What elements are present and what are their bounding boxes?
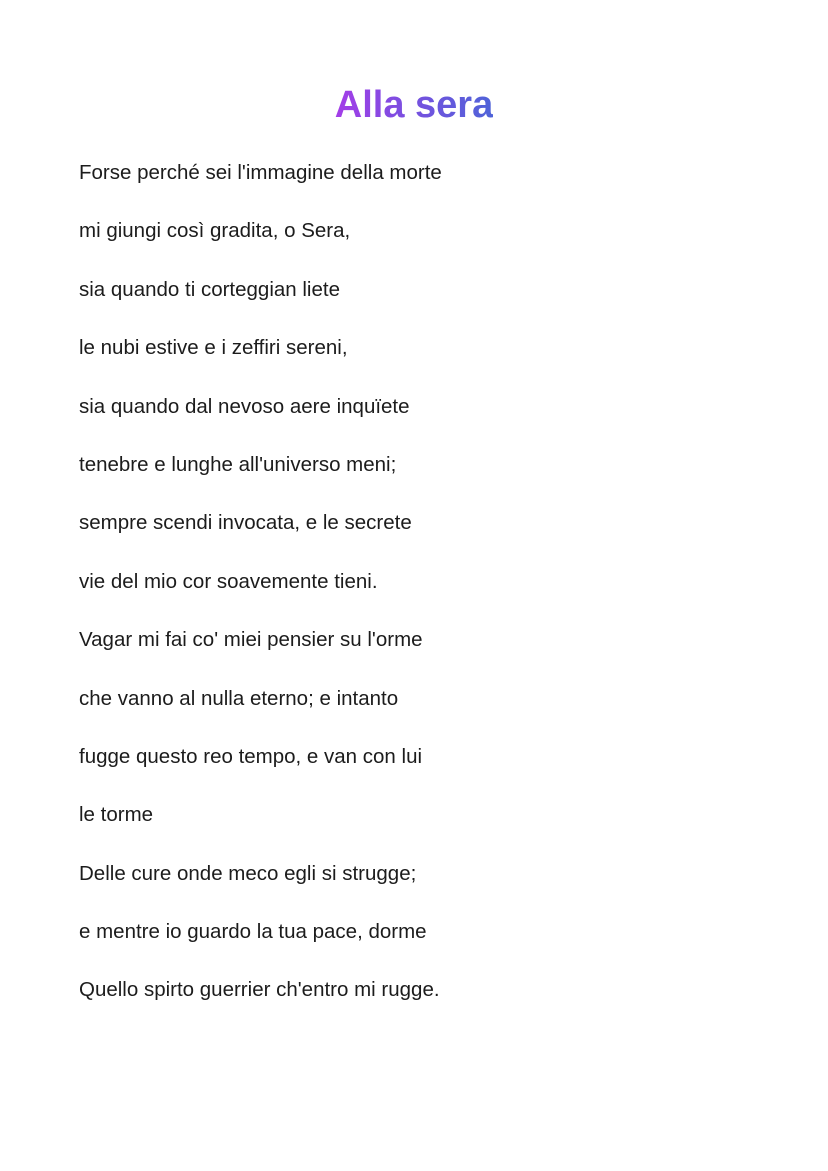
poem-line: che vanno al nulla eterno; e intanto [79,686,399,710]
poem-line: e mentre io guardo la tua pace, dorme [79,920,427,944]
poem-line: fugge questo reo tempo, e van con lui [79,744,423,768]
poem-line: vie del mio cor soavemente tieni. [79,569,378,593]
poem-title-text: Alla sera [334,84,494,126]
poem-line: Quello spirto guerrier ch'entro mi rugge. [79,978,440,1002]
poem-line: Forse perché sei l'immagine della morte [79,161,442,184]
poem-line: tenebre e lunghe all'universo meni; [79,452,397,476]
poem-line: mi giungi così gradita, o Sera, [79,219,351,243]
poem-line: sia quando dal nevoso aere inquïete [79,394,410,418]
poem-line: le nubi estive e i zeffiri sereni, [79,336,348,360]
poem-line: sempre scendi invocata, e le secrete [79,511,412,535]
poem-line: sia quando ti corteggian liete [79,277,340,301]
poem-line: Vagar mi fai co' miei pensier su l'orme [79,628,423,652]
poem-line: le torme [79,803,154,827]
poem-title [0,82,828,128]
poem-line: Delle cure onde meco egli si strugge; [79,861,417,885]
poem-body [79,158,442,1034]
